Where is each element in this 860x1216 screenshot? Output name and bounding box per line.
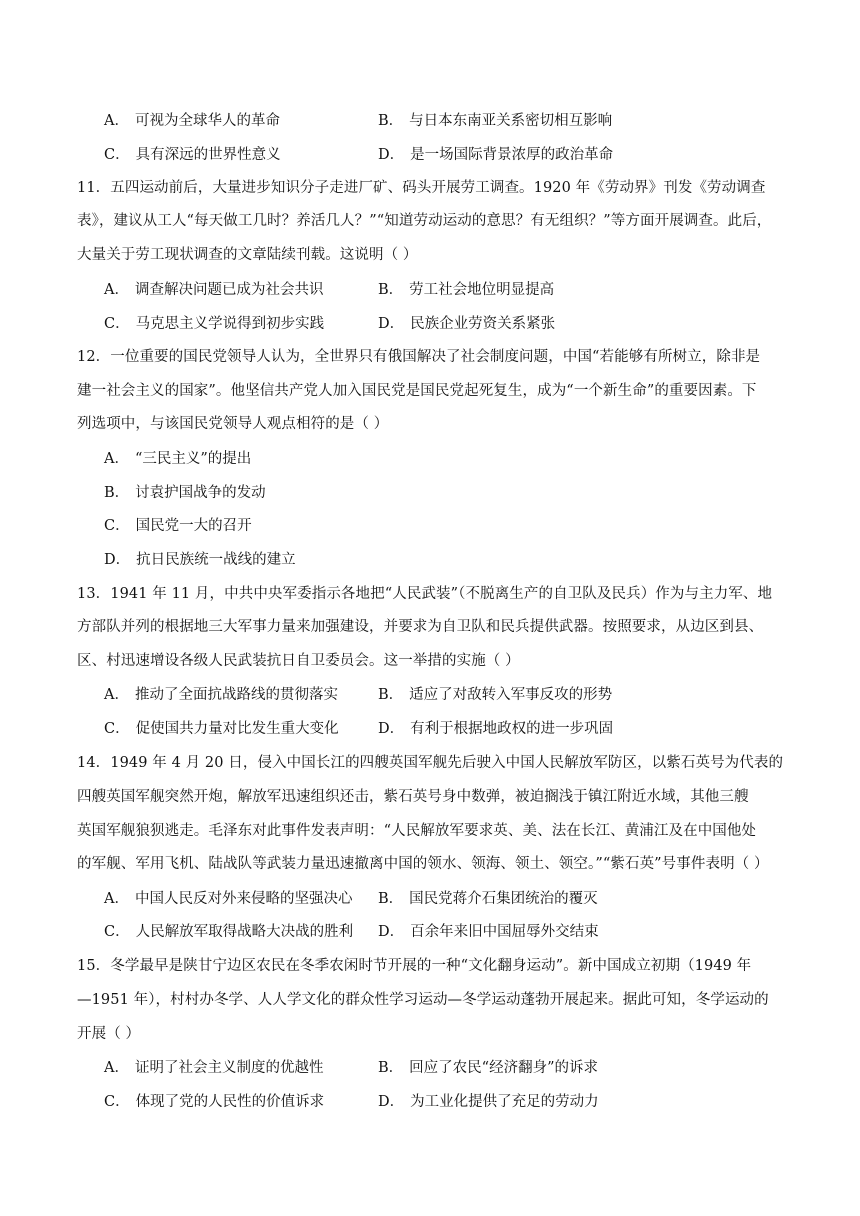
q14-stem-line-4: 的军舰、军用飞机、陆战队等武装力量迅速撤离中国的领水、领海、领土、领空。”“紫石英”号事件表明（ ） [77,856,769,872]
q14-option-a [104,889,352,909]
q12-option-d-row [0,550,860,570]
option-text: 是一场国际背景浓厚的政治革命 [410,147,614,163]
option-text: 民族企业劳资关系紧张 [410,316,556,332]
option-text: 与日本东南亚关系密切相互影响 [409,113,613,129]
option-letter: B． [378,113,404,129]
q15-option-d [378,1092,599,1112]
option-letter: C． [104,1094,130,1110]
q15-stem-line-2: —1951 年），村村办冬学、人人学文化的群众性学习运动—冬学运动蓬勃开展起来。据此可知，冬学运动的 [77,992,769,1008]
q13-option-b [378,685,612,705]
option-text: 国民党蒋介石集团统治的覆灭 [409,891,598,907]
option-text: 回应了农民“经济翻身”的诉求 [409,1060,598,1076]
option-letter: D． [378,721,405,737]
option-text: 有利于根据地政权的进一步巩固 [410,721,614,737]
q13-options-row-1 [0,685,860,705]
option-text: “三民主义”的提出 [134,451,252,467]
q13-stem-line-1: 13．1941 年 11 月，中共中央军委指示各地把“人民武装”（不脱离生产的自卫队及民兵）作为与主力军、地 [77,586,773,602]
option-letter: B． [378,891,404,907]
q14-option-c [104,922,353,942]
option-text: 马克思主义学说得到初步实践 [135,316,325,332]
option-text: 证明了社会主义制度的优越性 [134,1060,324,1076]
option-letter: D． [378,1094,405,1110]
q13-stem-line-2: 方部队并列的根据地三大军事力量来加强建设，并要求为自卫队和民兵提供武器。按照要求，从边区到县、 [77,619,764,635]
q12-option-d [104,550,296,570]
q10-options-row-1 [0,111,860,131]
option-text: 体现了党的人民性的价值诉求 [135,1094,325,1110]
q13-options-row-2 [0,719,860,739]
option-text: 讨袁护国战争的发动 [135,485,266,501]
q12-option-c-row [0,516,860,536]
q14-options-row-2 [0,922,860,942]
q12-stem-line-3: 列选项中，与该国民党领导人观点相符的是（ ） [77,416,389,432]
q15-options-row-2 [0,1092,860,1112]
q15-option-c [104,1092,324,1112]
option-letter: C． [104,518,130,534]
q12-stem-line-2: 建一社会主义的国家”。他坚信共产党人加入国民党是国民党起死复生，成为“一个新生命”的重要因素。下 [77,383,757,399]
q12-option-c [104,516,252,536]
q11-stem-line-1: 11．五四运动前后，大量进步知识分子走进厂矿、码头开展劳工调查。1920 年《劳动界》刊发《劳动调查 [77,180,766,196]
q10-options-row-2 [0,145,860,165]
option-text: 劳工社会地位明显提高 [409,282,555,298]
option-letter: D． [378,147,405,163]
option-text: 促使国共力量对比发生重大变化 [135,721,339,737]
option-text: 推动了全面抗战路线的贯彻落实 [134,687,338,703]
option-text: 人民解放军取得战略大决战的胜利 [135,924,354,940]
q15-options-row-1 [0,1058,860,1078]
option-text: 中国人民反对外来侵略的坚强决心 [134,891,353,907]
q14-option-b [378,889,598,909]
option-text: 可视为全球华人的革命 [134,113,280,129]
q10-option-a [104,111,280,131]
q12-option-b [104,483,266,503]
q15-stem-line-3: 开展（ ） [77,1026,141,1042]
option-letter: A． [104,113,129,129]
option-text: 国民党一大的召开 [135,518,252,534]
option-text: 调查解决问题已成为社会共识 [134,282,324,298]
q11-option-a [104,280,323,300]
option-letter: D． [378,316,405,332]
option-letter: C． [104,147,130,163]
option-letter: C． [104,316,130,332]
q13-option-a [104,685,338,705]
q14-stem-line-2: 四艘英国军舰突然开炮，解放军迅速组织还击，紫石英号身中数弹，被迫搁浅于镇江附近水域，其他三艘 [77,789,749,805]
option-letter: B． [378,1060,404,1076]
q14-stem-line-1: 14．1949 年 4 月 20 日，侵入中国长江的四艘英国军舰先后驶入中国人民解放军防区，以紫石英号为代表的 [77,755,784,771]
q10-option-b [378,111,612,131]
q11-option-c [104,314,324,334]
q14-option-d [378,922,599,942]
q11-stem-line-2: 表》，建议从工人“每天做工几时？养活几人？”“知道劳动运动的意思？有无组织？”等方面开展调查。此后， [77,213,772,229]
option-letter: A． [104,687,129,703]
option-letter: A． [104,1060,129,1076]
q11-option-b [378,280,554,300]
q10-option-d [378,145,613,165]
q12-option-a [104,449,251,469]
q12-option-a-row [0,449,860,469]
q13-option-d [378,719,613,739]
option-letter: B． [378,687,404,703]
option-letter: C． [104,924,130,940]
q13-stem-line-3: 区、村迅速增设各级人民武装抗日自卫委员会。这一举措的实施（ ） [77,653,520,669]
q15-stem-line-1: 15．冬学最早是陕甘宁边区农民在冬季农闲时节开展的一种“文化翻身运动”。新中国成立初期（1949 年 [77,958,752,974]
q12-stem-line-1: 12．一位重要的国民党领导人认为，全世界只有俄国解决了社会制度问题，中国“若能够有所树立，除非是 [77,349,761,365]
option-text: 为工业化提供了充足的劳动力 [410,1094,599,1110]
q11-option-d [378,314,555,334]
option-letter: A． [104,282,129,298]
option-letter: B． [378,282,404,298]
q11-options-row-2 [0,314,860,334]
q14-options-row-1 [0,889,860,909]
option-letter: A． [104,891,129,907]
q10-option-c [104,145,281,165]
q12-option-b-row [0,483,860,503]
option-letter: D． [378,924,405,940]
option-letter: C． [104,721,130,737]
option-text: 适应了对敌转入军事反攻的形势 [409,687,613,703]
q15-option-b [378,1058,598,1078]
q11-options-row-1 [0,280,860,300]
option-letter: B． [104,485,130,501]
option-letter: D． [104,552,131,568]
option-text: 抗日民族统一战线的建立 [136,552,296,568]
option-text: 百余年来旧中国屈辱外交结束 [410,924,599,940]
q13-option-c [104,719,339,739]
q14-stem-line-3: 英国军舰狼狈逃走。毛泽东对此事件发表声明：“人民解放军要求英、美、法在长江、黄浦江及在中国他处 [77,823,757,839]
option-letter: A． [104,451,129,467]
q11-stem-line-3: 大量关于劳工现状调查的文章陆续刊载。这说明（ ） [77,247,418,263]
option-text: 具有深远的世界性意义 [135,147,281,163]
q15-option-a [104,1058,323,1078]
